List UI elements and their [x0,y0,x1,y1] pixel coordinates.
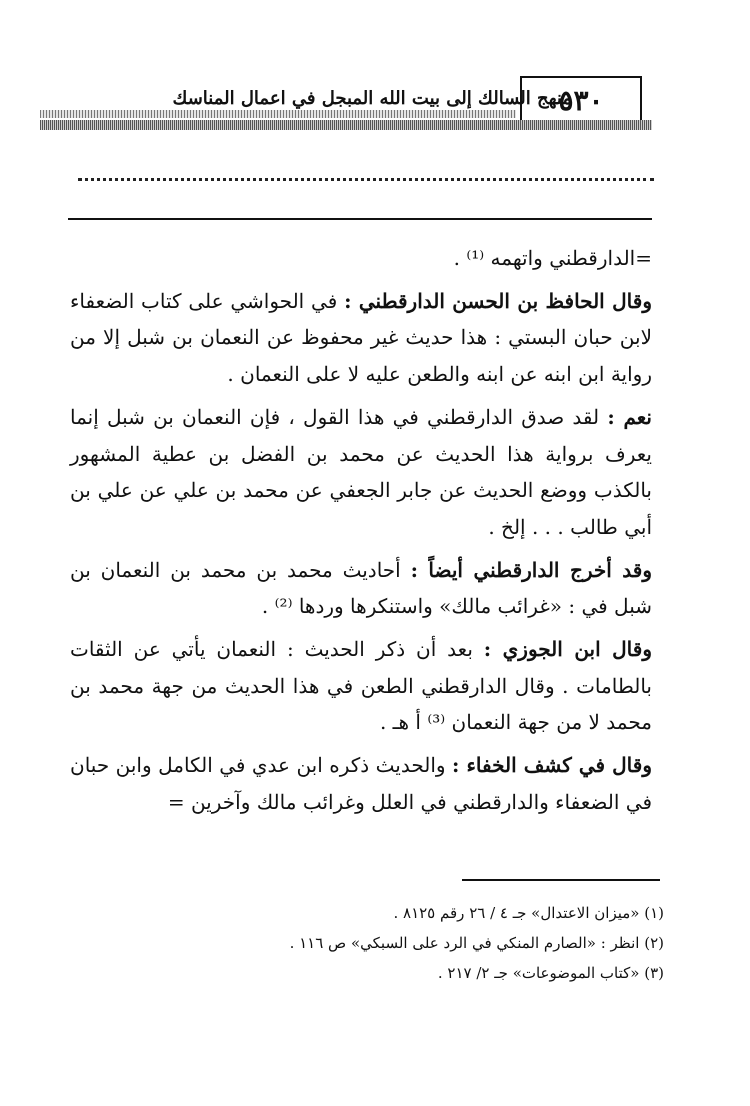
page-number: ٥٣٠ [520,76,642,122]
footnote: (٢) انظر : «الصارم المنكي في الرد على السبكي» ص ١١٦ . [289,934,664,952]
top-rule [68,218,652,220]
paragraph: وقال ابن الجوزي : بعد أن ذكر الحديث : النعمان يأتي عن الثقات بالطامات . وقال الدارقطني الطعن في هذا الحديث من جهة محمد بن محمد لا من جهة النعمان ⁽³⁾ أ هـ . [70,637,652,735]
dotted-separator [78,178,654,181]
paragraph: =الدارقطني واتهمه ⁽¹⁾ . [453,246,652,270]
paragraph: نعم : لقد صدق الدارقطني في هذا القول ، فإن النعمان بن شبل إنما يعرف برواية هذا الحديث عن محمد بن الفضل بن عطية المشهور بالكذب ووضع الحديث عن جابر الجعفي عن محمد بن علي عن علي بن أبي طالب . . . إلخ . [70,404,653,539]
footnote: (١) «ميزان الاعتدال» جـ ٤ / ٢٦ رقم ٨١٢٥ . [393,904,664,922]
footnotes [70,898,664,988]
header-ornament [40,110,516,118]
paragraph: وقد أخرج الدارقطني أيضاً : أحاديث محمد بن محمد بن النعمان بن شبل في : «غرائب مالك» واستنكرها وردها ⁽²⁾ . [70,557,653,619]
paragraph: وقال الحافظ بن الحسن الدارقطني : في الحواشي على كتاب الضعفاء لابن حبان البستي : هذا حديث غير محفوظ عن النعمان بن شبل إلا من رواية ابن ابنه عن ابنه والطعن عليه لا على النعمان . [70,288,652,387]
footnote-rule [462,879,660,881]
footnote: (٣) «كتاب الموضوعات» جـ ٢/ ٢١٧ . [437,964,664,982]
paragraph: وقال في كشف الخفاء : والحديث ذكره ابن عدي في الكامل وابن حبان في الضعفاء والدارقطني في العلل وغرائب مالك وآخرين = [70,753,652,814]
main-text [70,240,652,821]
running-header-title: منهج السالك إلى بيت الله المبجل في اعمال المناسك [172,88,572,109]
header-band [40,120,652,130]
